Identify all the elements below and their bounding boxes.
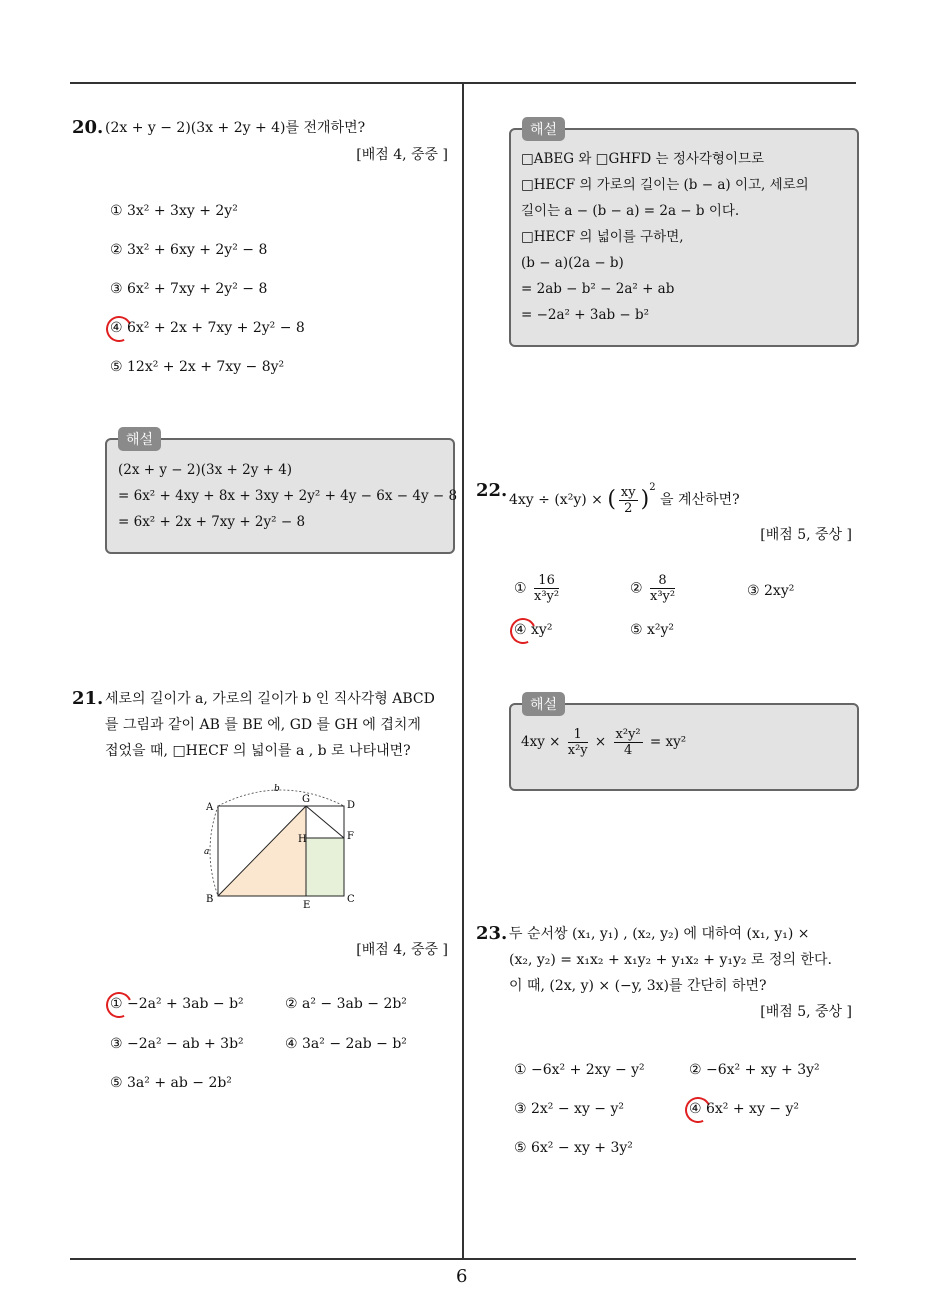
q21-option-3[interactable]: ③ −2a² − ab + 3b² (110, 1036, 244, 1052)
figure-arc-b (218, 790, 344, 806)
q22-sol-num1: 1 (568, 727, 588, 743)
figure-label-b: b (274, 784, 280, 794)
q21-text-line: 접었을 때, □HECF 의 넓이를 a , b 로 나타내면? (105, 743, 411, 759)
figure-label-E: E (303, 900, 311, 911)
q22-option-2-num: 8 (650, 573, 675, 589)
q20-solution-line: = 6x² + 4xy + 8x + 3xy + 2y² + 4y − 6x − 4y − 8 (118, 488, 458, 504)
q21-text-line: 를 그림과 같이 AB 를 BE 에, GD 를 GH 에 겹치게 (105, 717, 421, 733)
q20-option-2[interactable]: ② 3x² + 6xy + 2y² − 8 (110, 242, 268, 258)
q23-option-2[interactable]: ② −6x² + xy + 3y² (689, 1062, 820, 1078)
q21-number: 21. (72, 688, 104, 709)
q23-number: 23. (476, 923, 508, 944)
column-divider (462, 83, 464, 1259)
figure-label-F: F (347, 831, 354, 842)
q20-option-1[interactable]: ① 3x² + 3xy + 2y² (110, 203, 238, 219)
q21-solution-line: 길이는 a − (b − a) = 2a − b 이다. (521, 203, 740, 219)
q20-text: (2x + y − 2)(3x + 2y + 4)를 전개하면? (105, 120, 366, 136)
q22-sol-part: = xy² (645, 734, 687, 750)
q22-exponent: 2 (649, 482, 656, 493)
q22-option-5[interactable] (630, 622, 674, 638)
q22-text-prefix: 4xy ÷ (x²y) × (509, 492, 608, 508)
q22-option-2-label: ② (630, 580, 643, 597)
q21-solution-line: □HECF 의 가로의 길이는 (b − a) 이고, 세로의 (521, 177, 809, 193)
q21-figure (200, 782, 360, 912)
figure-label-G: G (302, 794, 310, 805)
q22-option-1-label: ① (514, 580, 527, 597)
q22-fraction (619, 485, 638, 516)
q20-score: [배점 4, 중중 ] (356, 147, 448, 163)
figure-segment-gf (306, 806, 344, 838)
q20-option-5[interactable]: ⑤ 12x² + 2x + 7xy − 8y² (110, 359, 285, 375)
q23-option-1[interactable]: ① −6x² + 2xy − y² (514, 1062, 645, 1078)
bottom-rule (70, 1258, 856, 1260)
q22-sol-num2: x²y² (615, 727, 641, 742)
figure-label-a: a (204, 847, 210, 857)
q21-option-2[interactable]: ② a² − 3ab − 2b² (285, 996, 407, 1012)
q22-option-1-den: x³y² (534, 589, 560, 604)
q23-option-5[interactable]: ⑤ 6x² − xy + 3y² (514, 1140, 633, 1156)
q21-solution-tag: 해설 (522, 117, 565, 141)
q20-option-3[interactable]: ③ 6x² + 7xy + 2y² − 8 (110, 281, 268, 297)
figure-arc-a (210, 806, 218, 896)
q22-option-3-label: ③ (747, 583, 760, 599)
q22-text-suffix: 을 계산하면? (655, 492, 740, 508)
q20-option-4[interactable]: ④ 6x² + 2x + 7xy + 2y² − 8 (110, 320, 305, 336)
q22-option-1-num: 16 (534, 573, 559, 589)
page-number: 6 (456, 1266, 468, 1287)
q22-option-4-label: ④ (514, 622, 527, 638)
q21-solution-line: □ABEG 와 □GHFD 는 정사각형이므로 (521, 151, 765, 167)
q22-option-2-den: x³y² (650, 589, 676, 604)
q22-option-4-text: xy² (531, 622, 553, 638)
figure-label-B: B (206, 894, 214, 905)
q20-solution-tag: 해설 (118, 427, 161, 451)
q20-solution-line: (2x + y − 2)(3x + 2y + 4) (118, 462, 293, 478)
q22-option-3[interactable] (747, 583, 794, 599)
q20-solution-line: = 6x² + 2x + 7xy + 2y² − 8 (118, 514, 306, 530)
q23-option-3[interactable]: ③ 2x² − xy − y² (514, 1101, 625, 1117)
q22-solution-line (521, 727, 686, 758)
figure-label-A: A (206, 802, 214, 813)
q23-text-line: (x₂, y₂) = x₁x₂ + x₁y₂ + y₁x₂ + y₁y₂ 로 정의 한다. (509, 952, 832, 968)
q22-option-4[interactable] (514, 622, 552, 638)
q22-option-1[interactable] (514, 573, 562, 604)
q21-text-line: 세로의 길이가 a, 가로의 길이가 b 인 직사각형 ABCD (105, 691, 435, 707)
q23-text-line: 두 순서쌍 (x₁, y₁) , (x₂, y₂) 에 대하여 (x₁, y₁) × (509, 926, 810, 942)
q22-sol-part: × (590, 734, 611, 750)
q22-option-2[interactable] (630, 573, 678, 604)
q23-option-4[interactable]: ④ 6x² + xy − y² (689, 1101, 800, 1117)
q22-number: 22. (476, 480, 508, 501)
q21-option-1[interactable]: ① −2a² + 3ab − b² (110, 996, 244, 1012)
q23-text-line: 이 때, (2x, y) × (−y, 3x)를 간단히 하면? (509, 978, 767, 994)
q22-option-3-text: 2xy² (764, 583, 795, 599)
figure-square-fill (306, 838, 344, 896)
figure-label-C: C (347, 894, 355, 905)
q22-solution-tag: 해설 (522, 692, 565, 716)
q22-option-5-label: ⑤ (630, 622, 643, 638)
q21-option-4[interactable]: ④ 3a² − 2ab − b² (285, 1036, 407, 1052)
figure-label-H: H (298, 834, 307, 845)
q22-option-5-text: x²y² (647, 622, 675, 638)
q22-score: [배점 5, 중상 ] (760, 527, 852, 543)
figure-label-D: D (347, 800, 356, 811)
q22-text: 4xy ÷ (x²y) × ( $\frac{xy}{2}$ )$^2$ 을 계산하면? (509, 482, 740, 516)
q22-sol-den2: 4 (623, 743, 633, 758)
q22-frac-den: 2 (624, 500, 633, 516)
q23-score: [배점 5, 중상 ] (760, 1004, 852, 1020)
q20-number: 20. (72, 117, 104, 138)
q22-sol-den1: x²y (567, 743, 588, 758)
q22-sol-part: 4xy × (521, 734, 565, 750)
q21-option-5[interactable]: ⑤ 3a² + ab − 2b² (110, 1075, 232, 1091)
q21-solution-line: = −2a² + 3ab − b² (521, 307, 650, 323)
q22-frac-num: xy (620, 484, 636, 500)
q21-solution-line: = 2ab − b² − 2a² + ab (521, 281, 675, 297)
q21-solution-line: (b − a)(2a − b) (521, 255, 624, 271)
q21-solution-line: □HECF 의 넓이를 구하면, (521, 229, 684, 245)
q21-score: [배점 4, 중중 ] (356, 942, 448, 958)
